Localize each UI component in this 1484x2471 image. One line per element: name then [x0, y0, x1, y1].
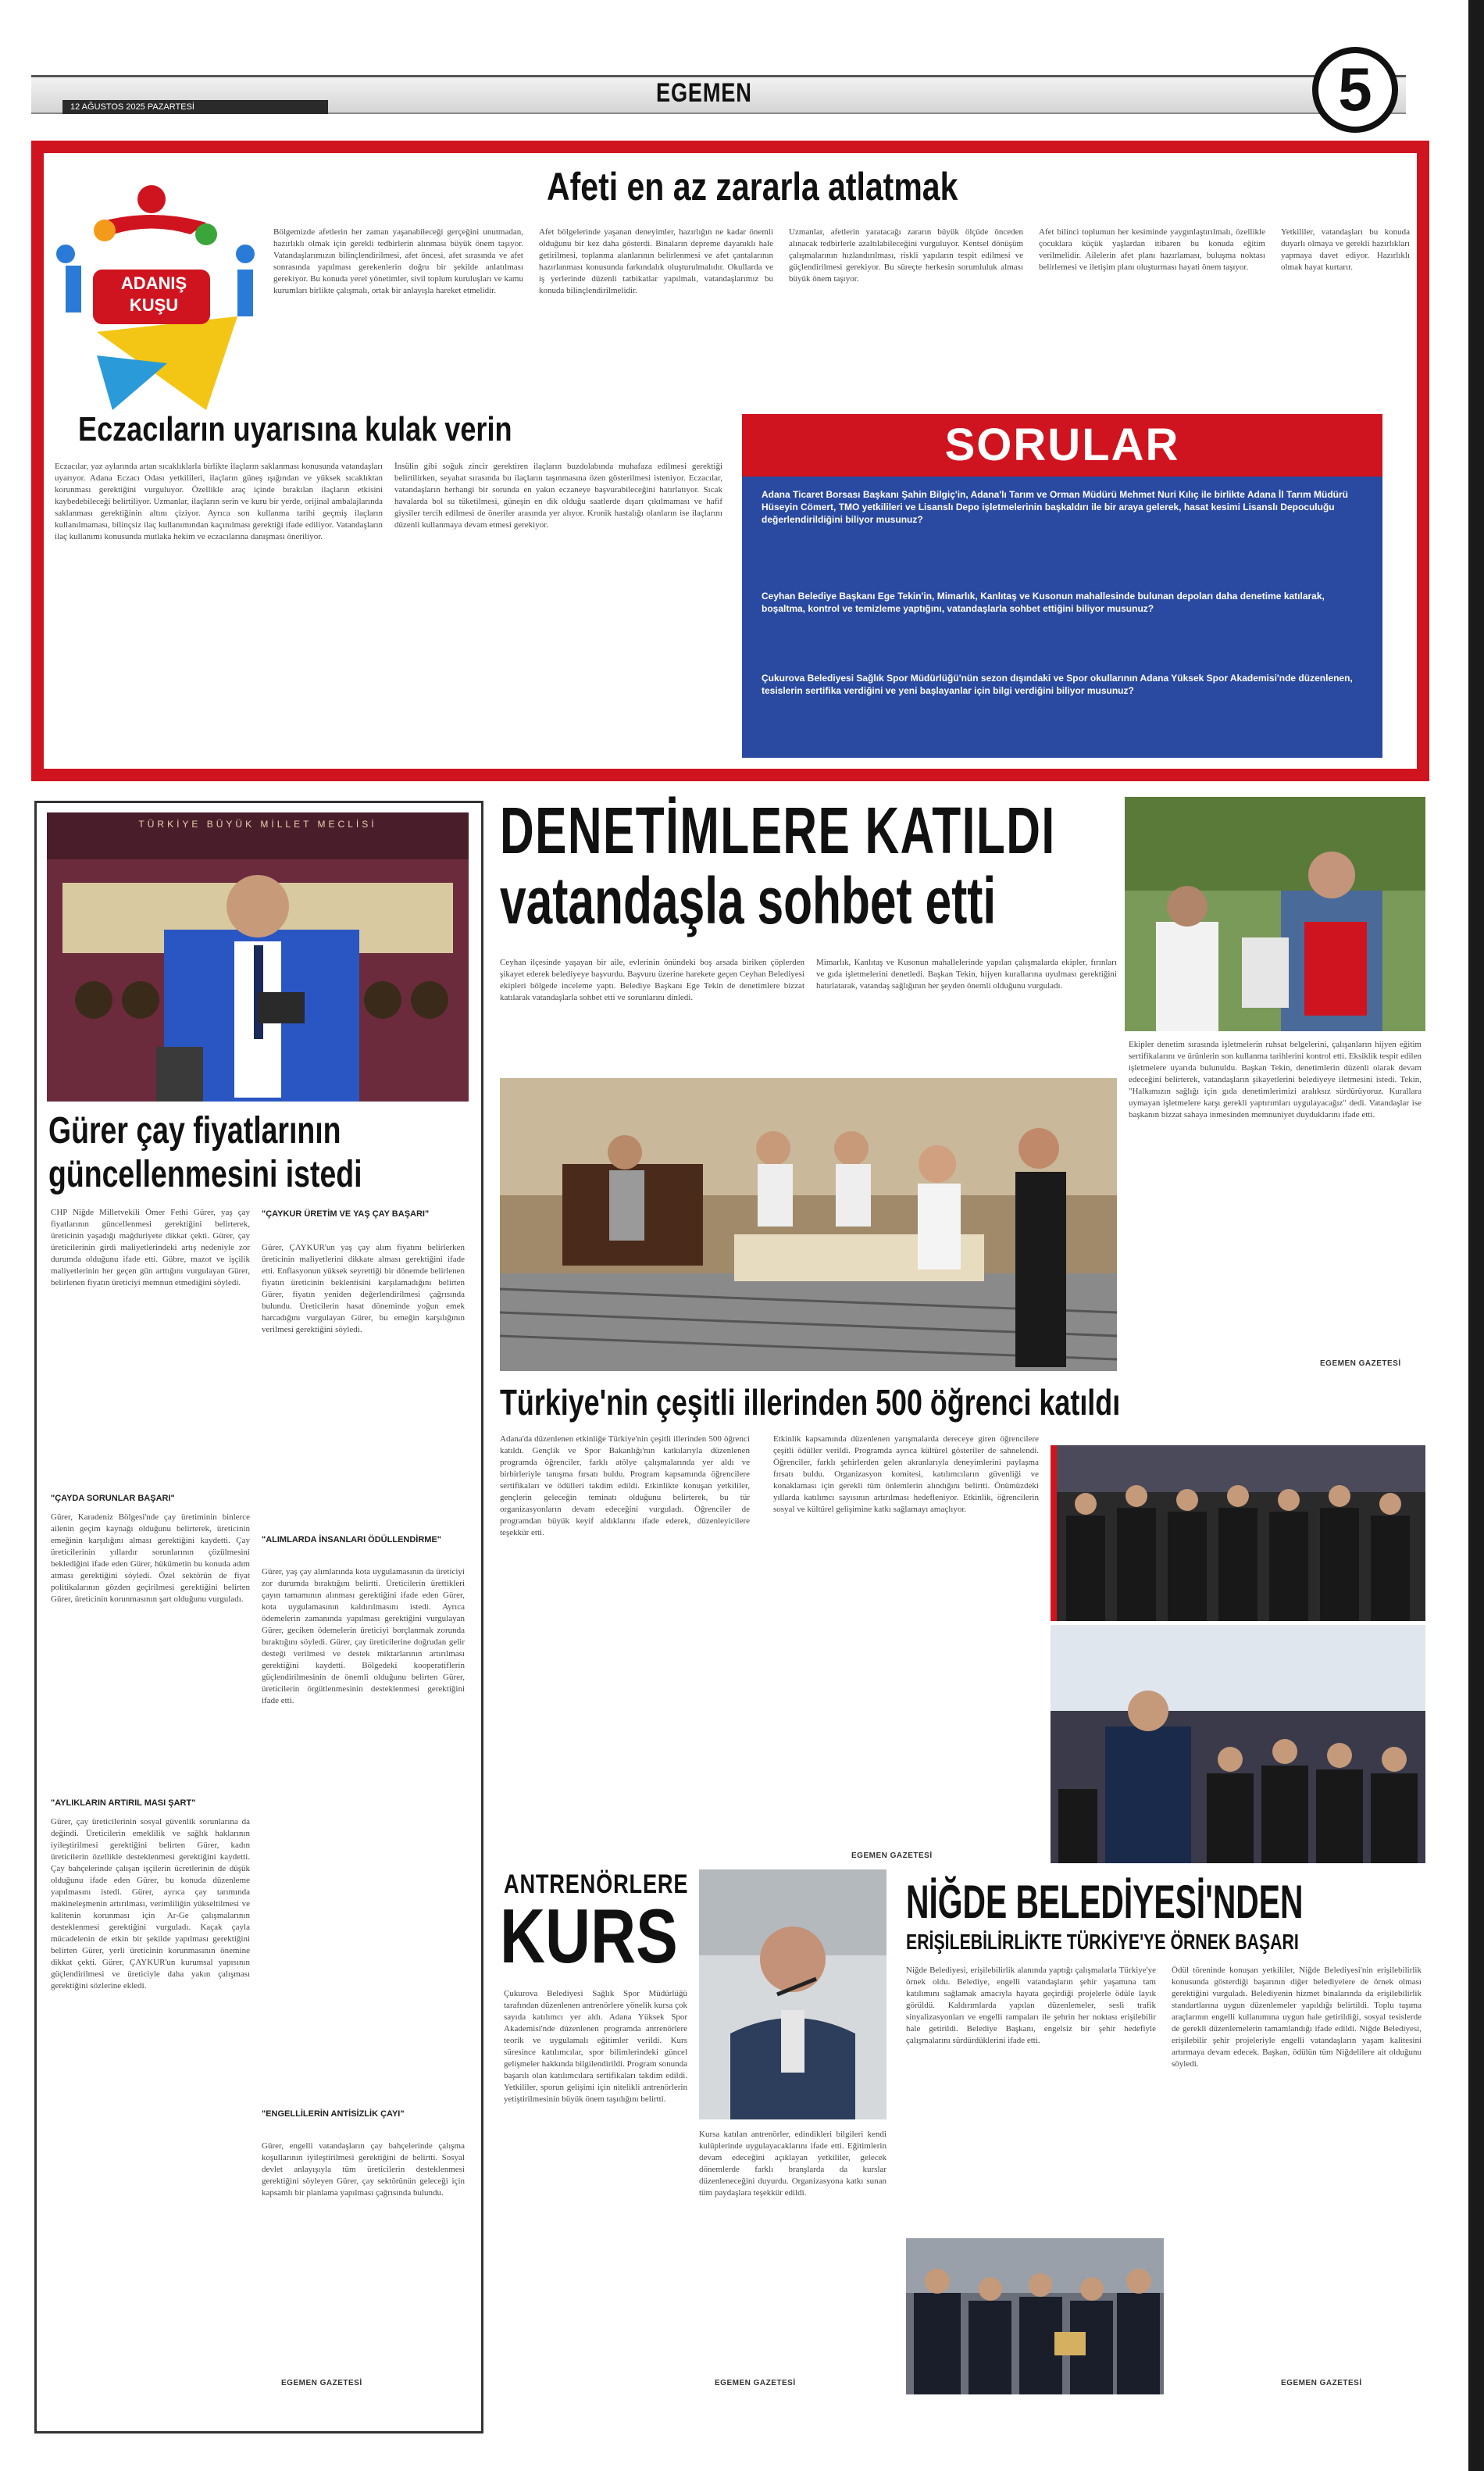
text-column: CHP Niğde Milletvekili Ömer Fethi Gürer, yaş çay fiyatlarının güncellenmesi gerektiğini belirterek, üreticinin yaşadığı mağduriyete dikkat çekti. Gürer, çay üreticilerinin girdi maliyetlerindeki artış nedeniyle zor durumda olduğunu ifade etti. Gübre, mazot ve işçilik maliyetlerinin her geçen gün arttığını vurgulayan Gürer, belirlenen fiyatın üreticiyi memnun etmediğini söyledi. [51, 1208, 250, 1287]
text-column: Yetkililer, vatandaşları bu konuda duyarlı olmaya ve gerekli hazırlıkları yapmaya davet ediyor. Hazırlıklı olmak hayat kurtarır. [1281, 227, 1410, 272]
text-column: Afet bilinci toplumun her kesiminde yaygınlaştırılmalı, özellikle çocuklara küçük yaşlardan itibaren bu konuda eğitim verilmelidir. Ailelerin afet planı hazırlaması, buluşma noktası belirlemesi ve iletişim planı oluşturması hayati önem taşıyor. [1039, 227, 1265, 272]
gurer-photo [47, 812, 469, 1102]
nigde-headline-1: NİĞDE BELEDİYESİ'NDEN [906, 1876, 1304, 1928]
question-3: Çukurova Belediyesi Sağlık Spor Müdürlüğü'nün sezon dışındaki ve Spor okullarının Adana Yüksek Spor Akademisi'nde düzenlenen, tesislerin sertifika verdiğini ve yeni başlayanlar için bilgi verdiğini biliyor musunuz? [762, 673, 1353, 696]
text-column: Çukurova Belediyesi Sağlık Spor Müdürlüğü tarafından düzenlenen antrenörlere yönelik kursa çok sayıda katılımcı yer aldı. Adana Yüksek Spor Akademisi'nde düzenlenen programda antrenörlere teorik ve uygulamalı eğitimler verildi. Kurs süresince katılımcılar, spor bilimlerindeki güncel gelişmeler hakkında bilgilendirildi. Program sonunda başarılı olan katılımcılara sertifikaları takdim edildi. Yetkililer, sporun gelişimi için nitelikli antrenörlerin yetiştirilmesinin büyük önem taşıdığını belirtti. [504, 1989, 687, 2104]
subhead: "ENGELLİLERİN ANTİSİZLİK ÇAYI" [262, 2109, 405, 2119]
text-column: Gürer, engelli vatandaşların çay bahçelerinde çalışma koşullarının iyileştirilmesi gerektiğini de belirtti. Sosyal devlet anlayışıyla tüm üreticilerin desteklenmesi gerektiğini söyleyen Gürer, çay sektörünün geleceği için kapsamlı bir planlama yapılması çağrısında bulundu. [262, 2141, 465, 2198]
credit: EGEMEN GAZETESİ [1281, 2379, 1362, 2387]
denetim-photo-2 [500, 1078, 1117, 1371]
sorular-title: SORULAR [742, 414, 1382, 477]
newspaper-name: EGEMEN [656, 78, 752, 108]
gurer-headline-1: Gürer çay fiyatlarının [48, 1110, 341, 1152]
text-column: Bölgemizde afetlerin her zaman yaşanabileceği gerçeğini unutmadan, hazırlıklı olmak için gerekli tedbirlerin alınması büyük önem taşıyor. Vatandaşlarımızın bilinçlendirilmesi, afet öncesi, afet sırasında ve afet sonrasında yapılması gerekenlerin doğru bir şekilde anlatılması gerekiyor. Bu konuda yerel yönetimler, sivil toplum kuruluşları ve kamu kurumları birlikte çalışmalı, ortak bir anlayışla hareket etmelidir. [273, 227, 523, 295]
text-column: Ödül töreninde konuşan yetkililer, Niğde Belediyesi'nin erişilebilirlik konusunda gösterdiği başarının diğer belediyelere de örnek olması gerektiğini vurguladı. Belediyenin hizmet binalarında da erişilebilirlik standartlarına uygun düzenlemeler yapıldığı belirtildi. Toplu taşıma araçlarının engelli kullanımına uygun hale getirildiği, sosyal tesislerde de gerekli düzenlemelerin tamamlandığı ifade edildi. Niğde Belediyesi, erişilebilir şehir projeleriyle engelli vatandaşların yaşam kalitesini artırmaya devam edecek. Başkan, ödülün tüm Niğdelilere ait olduğunu söyledi. [1172, 1966, 1422, 2069]
subhead: "AYLIKLARIN ARTIRIL MASI ŞART" [51, 1798, 196, 1808]
text-column: Eczacılar, yaz aylarında artan sıcaklıklarla birlikte ilaçların saklanması konusunda vatandaşları uyarıyor. Adana Eczacı Odası yetkilileri, ilaçların güneş ışığından ve yüksek sıcaklıktan korunması gerektiğini vurguluyor. Özellikle araç içinde bırakılan ilaçların etkisini kaybedebileceği belirtiliyor. Uzmanlar, ilaçların serin ve kuru bir yerde, orijinal ambalajlarında saklanması gerektiğinin altını çiziyor. Ayrıca son kullanma tarihi geçmiş ilaçların kullanılmaması, bilinçsiz ilaç kullanımından kaçınılması gerektiği ifade ediliyor. Vatandaşların ilaç kullanımı konusunda mutlaka hekim ve eczacılarına danışması öneriliyor. [55, 462, 383, 541]
text-column: Gürer, yaş çay alımlarında kota uygulamasının da üreticiyi zor durumda bıraktığını belirtti. Üreticilerin ürettikleri çayın tamamının alınması gerektiğini ifade eden Gürer, kota uygulamasının kaldırılmasını istedi. Ayrıca ödemelerin zamanında yapılması gerektiğini vurgulayan Gürer, geciken ödemelerin üreticiyi borçlanmak zorunda bıraktığını söyledi. Gürer, çay üreticilerine doğrudan gelir desteği verilmesi ve destek miktarlarının artırılması gerektiğini kaydetti. Bölgedeki kooperatiflerin güçlendirilmesinin de önemli olduğunu belirten Gürer, üreticilerin örgütlenmesinin desteklenmesi gerektiğini ifade etti. [262, 1567, 465, 1705]
text-column: İnsülin gibi soğuk zincir gerektiren ilaçların buzdolabında muhafaza edilmesi gerektiği belirtilirken, seyahat sırasında bu ilaçların taşınmasına özen gösterilmesi isteniyor. Eczacılar, vatandaşların herhangi bir sorunda en yakın eczaneye başvurabileceğini hatırlatıyor. Sıcak havalarda bol su tüketilmesi, güneşin en dik olduğu saatlerde dışarı çıkılmaması ve hafif giysiler tercih edilmesi de öneriler arasında yer alıyor. Kronik hastalığı olanların ise ilaçlarını düzenli kullanmaya devam etmesi gerekiyor. [394, 462, 722, 530]
text-column: Afet bölgelerinde yaşanan deneyimler, hazırlığın ne kadar önemli olduğunu bir kez daha gösterdi. Binaların depreme dayanıklı hale getirilmesi, toplanma alanlarının belirlenmesi ve afet çantalarının hazırlanması konusunda farkındalık oluşturulmalıdır. Okullarda ve iş yerlerinde düzenli tatbikatlar yapılmalı, vatandaşlarımız bu konuda bilinçlendirilmelidir. [539, 227, 773, 295]
logo-text-2: KUŞU [129, 295, 179, 315]
text-column: Adana'da düzenlenen etkinliğe Türkiye'nin çeşitli illerinden 500 öğrenci katıldı. Gençlik ve Spor Bakanlığı'nın katkılarıyla düzenlenen programda öğrenciler, farklı atölye çalışmalarında yer aldı ve birbirleriyle tanışma fırsatı buldu. Program kapsamında öğrencilere sertifikaları ve ödülleri takdim edildi. Etkinlikte konuşan yetkililer, gençlerin geleceğin teminatı olduğunu belirterek, bu tür organizasyonların devam edeceğini vurguladı. Öğrenciler de programdan büyük keyif aldıklarını ifade ederek, düzenleyicilere teşekkür etti. [500, 1434, 750, 1537]
credit: EGEMEN GAZETESİ [281, 2379, 362, 2387]
subhead: "ÇAYKUR ÜRETİM VE YAŞ ÇAY BAŞARI" [262, 1209, 430, 1219]
kurs-headline-big: KURS [500, 1893, 678, 1979]
kurs-headline-small: ANTRENÖRLERE [504, 1869, 689, 1899]
denetim-photo-1 [1125, 797, 1425, 1031]
credit: EGEMEN GAZETESİ [851, 1851, 933, 1860]
text-column: Uzmanlar, afetlerin yaratacağı zararın büyük ölçüde önceden alınacak tedbirlerle azaltılabileceğini vurguluyor. Kentsel dönüşüm çalışmalarının hızlandırılması, riskli yapıların tespit edilmesi ve güçlendirilmesi gerekiyor. Bu süreçte herkesin sorumluluk alması büyük önem taşıyor. [789, 227, 1023, 284]
text-column: Gürer, ÇAYKUR'un yaş çay alım fiyatını belirlerken üreticinin maliyetlerini dikkate alması gerektiğini ifade etti. Enflasyonun yüksek seyrettiği bir dönemde belirlenen fiyatın üreticinin beklentisini karşılamadığını belirten Gürer, fiyatın yeniden değerlendirilmesi çağrısında bulundu. Üreticilerin hasat döneminde yoğun emek harcadığını vurgulayan Gürer, bu emeğin karşılığının verilmesi gerektiğini söyledi. [262, 1243, 465, 1334]
question-2: Ceyhan Belediye Başkanı Ege Tekin'in, Mimarlık, Kanlıtaş ve Kusonun mahallesinde bulunan depoları daha denetime katılarak, boşaltma, kontrol ve temizleme yaptığını, vatandaşlarla sohbet ettiğini biliyor musunuz? [762, 591, 1325, 614]
credit: EGEMEN GAZETESİ [1320, 1359, 1401, 1368]
text-column: Mimarlık, Kanlıtaş ve Kusonun mahallelerinde yapılan çalışmalarda ekipler, fırınları ve gıda işletmelerini denetledi. Başkan Tekin, hijyen kurallarına uyulması gerektiğini hatırlatarak, vatandaş sağlığının her şeyden önemli olduğunu vurguladı. [816, 958, 1117, 991]
ogrenci-headline: Türkiye'nin çeşitli illerinden 500 öğrenci katıldı [500, 1382, 1121, 1423]
text-column: Ceyhan ilçesinde yaşayan bir aile, evlerinin önündeki boş arsada biriken çöplerden şikayet ederek belediyeye başvurdu. Başvuru üzerine harekete geçen Ceyhan Belediyesi ekipleri bölgede inceleme yaptı. Belediye Başkanı Ege Tekin de denetimlere bizzat katılarak vatandaşlarla sohbet etti ve sorunlarını dinledi. [500, 958, 804, 1002]
denetim-headline-1: DENETİMLERE KATILDI [500, 794, 1056, 867]
text-column: Gürer, Karadeniz Bölgesi'nde çay üretiminin binlerce ailenin geçim kaynağı olduğunu belirterek, üreticinin emeğinin karşılığını alması gerektiğini kaydetti. Çay üreticilerinin yıllardır sorunlarının çözülmesini beklediğini ifade eden Gürer, hükümetin bu konuda adım atması gerektiğini söyledi. Özel sektörün de fiyat politikalarının gözden geçirilmesi gerektiğini belirten Gürer, üreticinin korunmasının şart olduğunu vurguladı. [51, 1512, 250, 1604]
ogrenci-photo-2 [1051, 1625, 1425, 1863]
page-edge [1468, 0, 1484, 2471]
gurer-headline-2: güncellenmesini istedi [48, 1154, 362, 1195]
main-title: Afeti en az zararla atlatmak [547, 165, 958, 209]
page-number: 5 [1312, 47, 1398, 133]
photo-banner: TÜRKİYE BÜYÜK MİLLET MECLİSİ [138, 819, 377, 830]
header-date: 12 AĞUSTOS 2025 PAZARTESİ [62, 100, 328, 114]
credit: EGEMEN GAZETESİ [715, 2379, 796, 2387]
subhead: "ÇAYDA SORUNLAR BAŞARI" [51, 1494, 175, 1503]
text-column: Gürer, çay üreticilerinin sosyal güvenlik sorunlarına da değindi. Üreticilerin emeklilik ve sağlık haklarının iyileştirilmesi gerektiğini belirten Gürer, kadın üreticilerin özellikle desteklenmesi gerektiğini kaydetti. Çay bahçelerinde çalışan işçilerin ücretlerinin de düşük olduğunu ifade eden Gürer, bu konuda düzenleme yapılmasını istedi. Gürer, ayrıca çay tarımında makineleşmenin artırılması, verimliliğin yükseltilmesi ve kalitenin korunması için Ar-Ge çalışmalarının desteklenmesi gerektiğini vurguladı. Kaçak çayla mücadelenin de etkin bir şekilde yapılması gerektiğini belirten Gürer, yerli üreticinin korunmasının önemine dikkat çekti. Gürer, ÇAYKUR'un kurumsal yapısının güçlendirilmesi ve üreticiyle daha yakın çalışması gerektiğini sözlerine ekledi. [51, 1817, 250, 1991]
text-column: Ekipler denetim sırasında işletmelerin ruhsat belgelerini, çalışanların hijyen eğitim sertifikalarını ve ürünlerin son kullanma tarihlerini kontrol etti. Eksiklik tespit edilen işletmelere uyarıda bulunuldu. Başkan Tekin, denetimlerin düzenli olarak devam edeceğini belirterek, vatandaşların şikayetlerini belediyeye iletmesini istedi. Tekin, "Halkımızın sağlığı için gıda denetimlerimizi aralıksız sürdürüyoruz. Kurallara uymayan işletmelere karşı gerekli yaptırımları uygulayacağız" dedi. Vatandaşlar ise başkanın bizzat sahaya inmesinden memnuniyet duyduklarını ifade etti. [1129, 1040, 1422, 1119]
subhead: "ALIMLARDA İNSANLARI ÖDÜLLENDİRME" [262, 1535, 442, 1544]
text-column: Etkinlik kapsamında düzenlenen yarışmalarda dereceye giren öğrencilere çeşitli ödüller verildi. Programda ayrıca kültürel gösteriler de sahnelendi. Öğrenciler, farklı şehirlerden gelen akranlarıyla deneyimlerini paylaşma fırsatı buldu. Organizasyon komitesi, katılımcıların güvenliği ve konaklaması için gerekli tüm önlemlerin alındığını belirtti. Önümüzdeki yıllarda katılımcı sayısının artırılması hedefleniyor. Etkinlik, öğrencilerin sosyal ve kültürel gelişimine katkı sağlamayı amaçlıyor. [773, 1434, 1039, 1514]
nigde-photo [906, 2238, 1164, 2394]
text-column: Niğde Belediyesi, erişilebilirlik alanında yaptığı çalışmalarla Türkiye'ye örnek oldu. Belediye, engelli vatandaşların şehir yaşamına tam katılımını sağlamak amacıyla hayata geçirdiği projelerle ödüle layık görüldü. Kaldırımlarda yapılan düzenlemeler, sesli trafik sinyalizasyonları ve engelli rampaları ile şehrin her noktası erişilebilir hale getirildi. Belediye Başkanı, engelsiz bir şehir hedefiyle çalışmalarını sürdürdüklerini ifade etti. [906, 1966, 1156, 2045]
nigde-headline-2: ERİŞİLEBİLİRLİKTE TÜRKİYE'YE ÖRNEK BAŞARI [906, 1930, 1299, 1954]
text-column: Kursa katılan antrenörler, edindikleri bilgileri kendi kulüplerinde uygulayacaklarını ifade etti. Eğitimlerin devam edeceğini açıklayan yetkililer, gelecek dönemlerde farklı branşlarda da kurslar düzenleneceğini duyurdu. Organizasyona katkı sunan tüm paydaşlara teşekkür edildi. [699, 2130, 886, 2198]
kurs-photo [699, 1869, 886, 2119]
sub-title: Eczacıların uyarısına kulak verin [78, 410, 512, 448]
denetim-headline-2: vatandaşla sohbet etti [500, 864, 997, 937]
question-1: Adana Ticaret Borsası Başkanı Şahin Bilgiç'in, Adana'lı Tarım ve Orman Müdürü Mehmet Nuri Kılıç ile birlikte Adana İl Tarım Müdürü Hüseyin Cömert, TMO yetkilileri ve Lisanslı Depo işletmelerinin başkaldırı ile bir araya gelerek, hasat kesimi Lisanslı Depoculuğu değerlendirildiğini biliyor musunuz? [762, 489, 1348, 525]
ogrenci-photo-1 [1051, 1445, 1425, 1621]
logo-text-1: ADANIŞ [120, 273, 187, 293]
